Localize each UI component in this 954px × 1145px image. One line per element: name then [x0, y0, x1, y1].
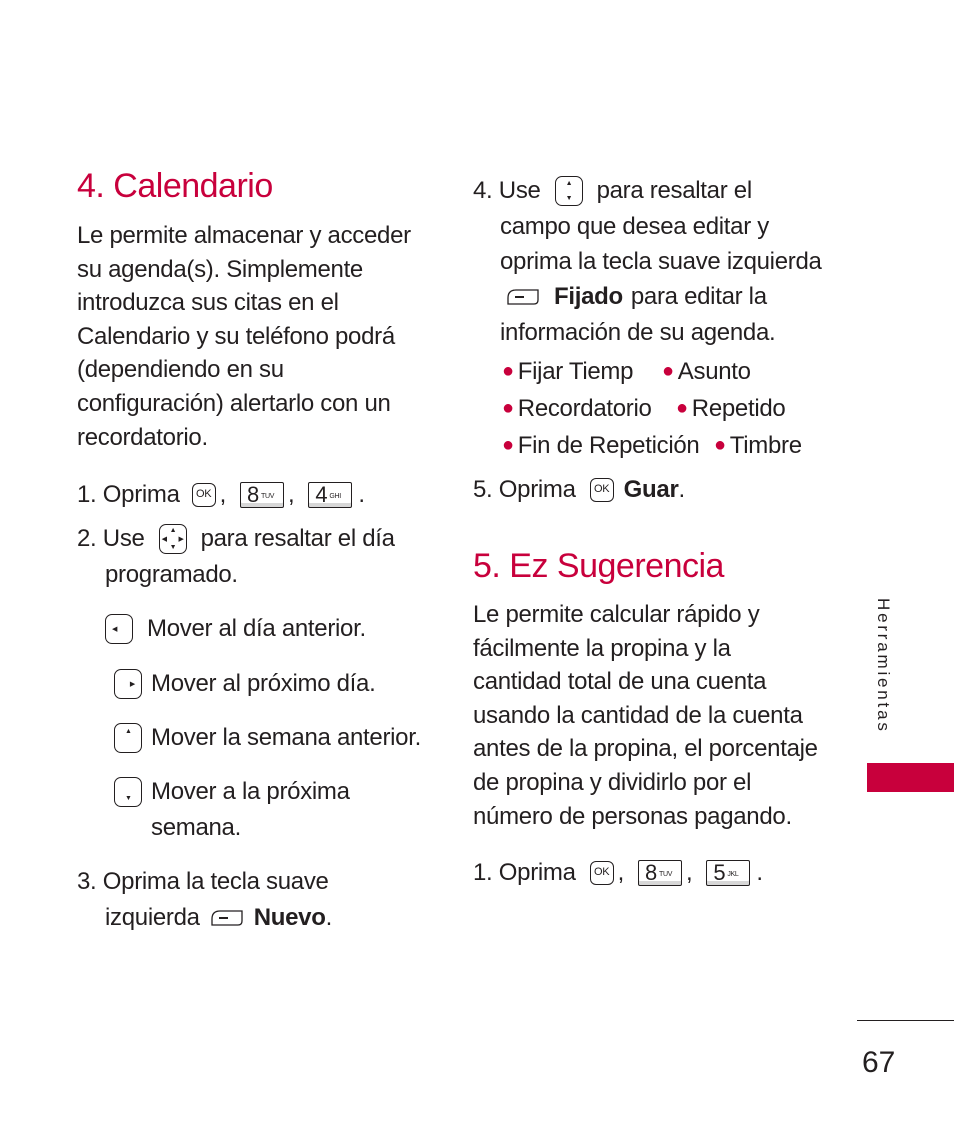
step-4-line-5: información de su agenda.: [500, 319, 776, 346]
step-4-text-e: para editar la: [630, 283, 767, 310]
calendario-intro: Le permite almacenar y acceder su agenda(s). Simplemente introduzca sus citas en el Calendario y su teléfono podrá (dependiendo en su configuración) alertarlo con un recordatorio.: [77, 222, 411, 451]
bullet-icon: ●: [502, 360, 514, 382]
ez-sugerencia-intro: Le permite calcular rápido y fácilmente la propina y la cantidad total de una cuenta usando la cantidad de la cuenta antes de la propina, el porcentaje de propina y dividirlo por el número de personas pagando.: [473, 601, 818, 830]
key-8-icon: [240, 482, 284, 508]
bullet-item: [662, 355, 751, 389]
bullet-text: Fin de Repetición: [517, 432, 700, 459]
nav-up-text: Mover la semana anterior.: [151, 724, 421, 751]
period: .: [756, 859, 763, 886]
nuevo-label: Nuevo: [253, 904, 326, 931]
step-2-continuation: programado.: [105, 561, 238, 588]
step-4-line-4: [506, 280, 767, 314]
key-4-letters: GHI: [329, 493, 341, 501]
step-3-continuation: [105, 901, 332, 935]
key-8-digit: 8: [645, 859, 657, 885]
sidebar-section-label: Herramientas: [874, 598, 893, 734]
period: .: [358, 481, 365, 508]
nav-up-key-icon: ▲: [114, 723, 142, 753]
bullet-item: [502, 429, 699, 463]
key-5-letters: JKL: [727, 871, 739, 879]
nav-left-row: [105, 612, 366, 646]
step-4-line-3: oprima la tecla suave izquierda: [500, 248, 822, 275]
nav-left-text: Mover al día anterior.: [147, 615, 366, 642]
nav-up-row: [114, 721, 421, 755]
bullet-text: Repetido: [691, 395, 786, 422]
nav-down-text: Mover a la próxima: [151, 778, 350, 805]
comma: ,: [219, 481, 227, 508]
nav-down-key-icon: ▼: [114, 777, 142, 807]
key-5-icon: [706, 860, 750, 886]
bullet-item: [502, 355, 633, 389]
key-5-digit: 5: [713, 859, 726, 885]
comma: ,: [288, 481, 295, 508]
bullet-icon: ●: [502, 434, 514, 456]
ok-key-icon: OK: [590, 861, 614, 885]
step-1-text: 1. Oprima: [77, 481, 180, 508]
step-4-text-b: para resaltar el: [596, 177, 752, 204]
period: .: [678, 476, 685, 503]
step-3-text-b: izquierda: [105, 904, 200, 931]
page-number: 67: [862, 1046, 896, 1079]
step-5-calendario: [473, 473, 685, 507]
guar-label: Guar: [623, 476, 679, 503]
nav-down-continuation: semana.: [151, 814, 241, 841]
bullet-text: Asunto: [677, 358, 751, 385]
nav-left-key-icon: ◀: [105, 614, 133, 644]
nav-down-row: [114, 775, 350, 809]
key-8-icon: [638, 860, 682, 886]
step-3-calendario: 3. Oprima la tecla suave: [77, 868, 329, 895]
sidebar-tab-marker: [867, 763, 954, 792]
period: .: [325, 904, 332, 931]
step-2-calendario: [77, 522, 395, 556]
comma: ,: [686, 859, 693, 886]
bullet-item: [714, 429, 802, 463]
nav-right-text: Mover al próximo día.: [151, 670, 376, 697]
bullet-item: [676, 392, 785, 426]
nav-up-down-key-icon: ▲ ▼: [555, 176, 583, 206]
ok-key-icon: OK: [590, 478, 614, 502]
step-4-line-2: campo que desea editar y: [500, 213, 769, 240]
bullet-text: Recordatorio: [517, 395, 652, 422]
fijado-label: Fijado: [554, 283, 623, 310]
section-title-calendario: 4. Calendario: [77, 167, 273, 205]
bullet-icon: ●: [714, 434, 726, 456]
section-title-ez-sugerencia: 5. Ez Sugerencia: [473, 547, 724, 585]
nav-right-row: [114, 667, 375, 701]
step-2-text-b: para resaltar el día: [200, 525, 395, 552]
nav-right-key-icon: ▶: [114, 669, 142, 699]
step-5-text: 5. Oprima: [473, 476, 576, 503]
key-8-letters: TUV: [260, 493, 275, 501]
key-8-digit: 8: [247, 481, 259, 507]
left-soft-key-icon: [506, 288, 540, 306]
step-1-ez-sugerencia: [473, 856, 763, 890]
ok-key-icon: OK: [192, 483, 216, 507]
step-1-calendario: [77, 478, 365, 512]
bullet-icon: ●: [662, 360, 674, 382]
bullet-text: Fijar Tiemp: [517, 358, 634, 385]
step-4-calendario: [473, 174, 752, 208]
key-4-icon: [308, 482, 352, 508]
step-1-text: 1. Oprima: [473, 859, 576, 886]
key-4-digit: 4: [315, 481, 328, 507]
bullet-text: Timbre: [729, 432, 802, 459]
navigation-key-icon: ▲ ▼ ◀ ▶: [159, 524, 187, 554]
key-8-letters: TUV: [658, 871, 673, 879]
comma: ,: [617, 859, 625, 886]
step-4-text: 4. Use: [473, 177, 541, 204]
bullet-item: [502, 392, 652, 426]
left-soft-key-icon: [210, 909, 244, 927]
bullet-icon: ●: [502, 397, 514, 419]
bullet-icon: ●: [676, 397, 688, 419]
footer-divider: [857, 1020, 954, 1021]
step-2-text: 2. Use: [77, 525, 145, 552]
